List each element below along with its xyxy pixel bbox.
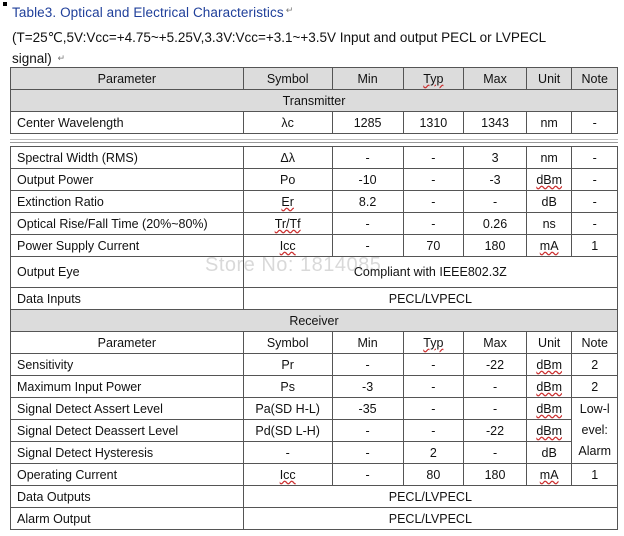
- cell-note: -: [572, 213, 618, 235]
- cell-min: -: [332, 235, 403, 257]
- cell-parameter: Signal Detect Deassert Level: [11, 420, 244, 442]
- cell-min: -10: [332, 169, 403, 191]
- cell-min: 1285: [332, 112, 403, 134]
- cell-min: 8.2: [332, 191, 403, 213]
- cell-unit: dBm: [526, 169, 572, 191]
- cell-note: 1: [572, 464, 618, 486]
- header-note: Note: [572, 68, 618, 90]
- cell-max: -3: [464, 169, 527, 191]
- table-row-data-outputs: [11, 486, 618, 508]
- cell-typ: -: [403, 191, 464, 213]
- cell-unit: dBm: [526, 376, 572, 398]
- cell-max: 1343: [464, 112, 527, 134]
- cell-max: 3: [464, 147, 527, 169]
- cell-symbol: Pa(SD H-L): [243, 398, 332, 420]
- cell-unit: nm: [526, 147, 572, 169]
- header-parameter: Parameter: [11, 68, 244, 90]
- table-title: Table3. Optical and Electrical Characteristics ↵: [12, 5, 294, 20]
- cell-min: -: [332, 354, 403, 376]
- cell-symbol: Icc: [243, 464, 332, 486]
- cell-unit: nm: [526, 112, 572, 134]
- cell-note: -: [572, 169, 618, 191]
- header-unit: Unit: [526, 68, 572, 90]
- cell-typ: -: [403, 213, 464, 235]
- cell-symbol: Pr: [243, 354, 332, 376]
- table-row: [11, 376, 618, 398]
- cell-max: 180: [464, 464, 527, 486]
- header-row-receiver: [11, 332, 618, 354]
- cell-symbol: Po: [243, 169, 332, 191]
- cell-max: -: [464, 376, 527, 398]
- header-unit: Unit: [526, 332, 572, 354]
- cell-typ: 1310: [403, 112, 464, 134]
- note-line: evel:: [581, 423, 608, 437]
- list-bullet: [3, 2, 7, 6]
- cell-unit: dB: [526, 191, 572, 213]
- cell-parameter: Data Inputs: [11, 288, 244, 310]
- header-max: Max: [464, 68, 527, 90]
- table-row: [11, 213, 618, 235]
- cell-symbol: Er: [243, 191, 332, 213]
- characteristics-table-bottom: [10, 146, 618, 530]
- cell-parameter: Operating Current: [11, 464, 244, 486]
- cell-merged-value: Compliant with IEEE802.3Z: [243, 257, 617, 288]
- section-title: Receiver: [11, 310, 618, 332]
- section-row-transmitter: [11, 90, 618, 112]
- header-parameter: Parameter: [11, 332, 244, 354]
- cell-unit: mA: [526, 464, 572, 486]
- table-row: [11, 420, 618, 442]
- table-row: [11, 147, 618, 169]
- cell-typ: -: [403, 420, 464, 442]
- cell-parameter: Signal Detect Assert Level: [11, 398, 244, 420]
- cell-typ: -: [403, 376, 464, 398]
- header-min: Min: [332, 332, 403, 354]
- table-row: [11, 442, 618, 464]
- table-row-data-inputs: [11, 288, 618, 310]
- cell-note: -: [572, 112, 618, 134]
- cell-note: -: [572, 191, 618, 213]
- cell-typ: -: [403, 169, 464, 191]
- cell-max: -22: [464, 354, 527, 376]
- note-line: Alarm: [578, 444, 612, 458]
- cell-typ: -: [403, 398, 464, 420]
- table-row-output-eye: [11, 257, 618, 288]
- cell-min: -3: [332, 376, 403, 398]
- header-typ: Typ: [403, 332, 464, 354]
- cell-unit: mA: [526, 235, 572, 257]
- cell-min: -: [332, 147, 403, 169]
- conditions-text: (T=25℃,5V:Vcc=+4.75~+5.25V,3.3V:Vcc=+3.1~+3.5V Input and output PECL or LVPECL signal) ↵: [12, 30, 547, 66]
- cell-symbol: Tr/Tf: [243, 213, 332, 235]
- cell-symbol: Icc: [243, 235, 332, 257]
- cell-parameter: Output Eye: [11, 257, 244, 288]
- table-row: [11, 191, 618, 213]
- table-row: [11, 112, 618, 134]
- cell-note: 2: [572, 376, 618, 398]
- header-symbol: Symbol: [243, 68, 332, 90]
- cell-note: 1: [572, 235, 618, 257]
- cell-parameter: Maximum Input Power: [11, 376, 244, 398]
- header-min: Min: [332, 68, 403, 90]
- cell-symbol: Ps: [243, 376, 332, 398]
- header-typ: Typ: [403, 68, 464, 90]
- cell-max: 0.26: [464, 213, 527, 235]
- cell-parameter: Output Power: [11, 169, 244, 191]
- cell-merged-value: PECL/LVPECL: [243, 486, 617, 508]
- cell-symbol: λc: [243, 112, 332, 134]
- table-row-alarm-output: [11, 508, 618, 530]
- table-row: [11, 398, 618, 420]
- cell-note: 2: [572, 354, 618, 376]
- cell-symbol: Pd(SD L-H): [243, 420, 332, 442]
- cell-unit: dBm: [526, 354, 572, 376]
- cell-parameter: Spectral Width (RMS): [11, 147, 244, 169]
- header-row: [11, 68, 618, 90]
- cell-min: -: [332, 213, 403, 235]
- cell-typ: 70: [403, 235, 464, 257]
- note-line: Low-l: [579, 402, 610, 416]
- cell-min: -: [332, 420, 403, 442]
- table-row: [11, 354, 618, 376]
- cell-max: -: [464, 442, 527, 464]
- cell-typ: 2: [403, 442, 464, 464]
- cell-min: -: [332, 464, 403, 486]
- characteristics-table-top: [10, 67, 618, 134]
- cell-unit: dBm: [526, 398, 572, 420]
- page-break-divider-2: [10, 139, 618, 140]
- cell-max: -: [464, 191, 527, 213]
- cell-parameter: Center Wavelength: [11, 112, 244, 134]
- table-row: [11, 235, 618, 257]
- cell-parameter: Sensitivity: [11, 354, 244, 376]
- cell-merged-value: PECL/LVPECL: [243, 288, 617, 310]
- cell-unit: dBm: [526, 420, 572, 442]
- table-row: [11, 464, 618, 486]
- cell-max: -: [464, 398, 527, 420]
- cell-typ: -: [403, 354, 464, 376]
- cell-typ: -: [403, 147, 464, 169]
- header-max: Max: [464, 332, 527, 354]
- cell-parameter: Alarm Output: [11, 508, 244, 530]
- cell-symbol: -: [243, 442, 332, 464]
- header-note: Note: [572, 332, 618, 354]
- store-watermark: Store No: 1814085: [205, 254, 382, 276]
- cell-parameter: Extinction Ratio: [11, 191, 244, 213]
- cell-parameter: Optical Rise/Fall Time (20%~80%): [11, 213, 244, 235]
- cell-note-merged: [572, 398, 618, 464]
- cell-unit: dB: [526, 442, 572, 464]
- cell-note: -: [572, 147, 618, 169]
- cell-max: 180: [464, 235, 527, 257]
- cell-symbol: Δλ: [243, 147, 332, 169]
- section-row-receiver: [11, 310, 618, 332]
- section-title: Transmitter: [11, 90, 618, 112]
- cell-unit: ns: [526, 213, 572, 235]
- cell-min: -35: [332, 398, 403, 420]
- cell-min: -: [332, 442, 403, 464]
- cell-typ: 80: [403, 464, 464, 486]
- cell-parameter: Signal Detect Hysteresis: [11, 442, 244, 464]
- table-row: [11, 169, 618, 191]
- header-symbol: Symbol: [243, 332, 332, 354]
- cell-max: -22: [464, 420, 527, 442]
- cell-merged-value: PECL/LVPECL: [243, 508, 617, 530]
- cell-parameter: Data Outputs: [11, 486, 244, 508]
- cell-parameter: Power Supply Current: [11, 235, 244, 257]
